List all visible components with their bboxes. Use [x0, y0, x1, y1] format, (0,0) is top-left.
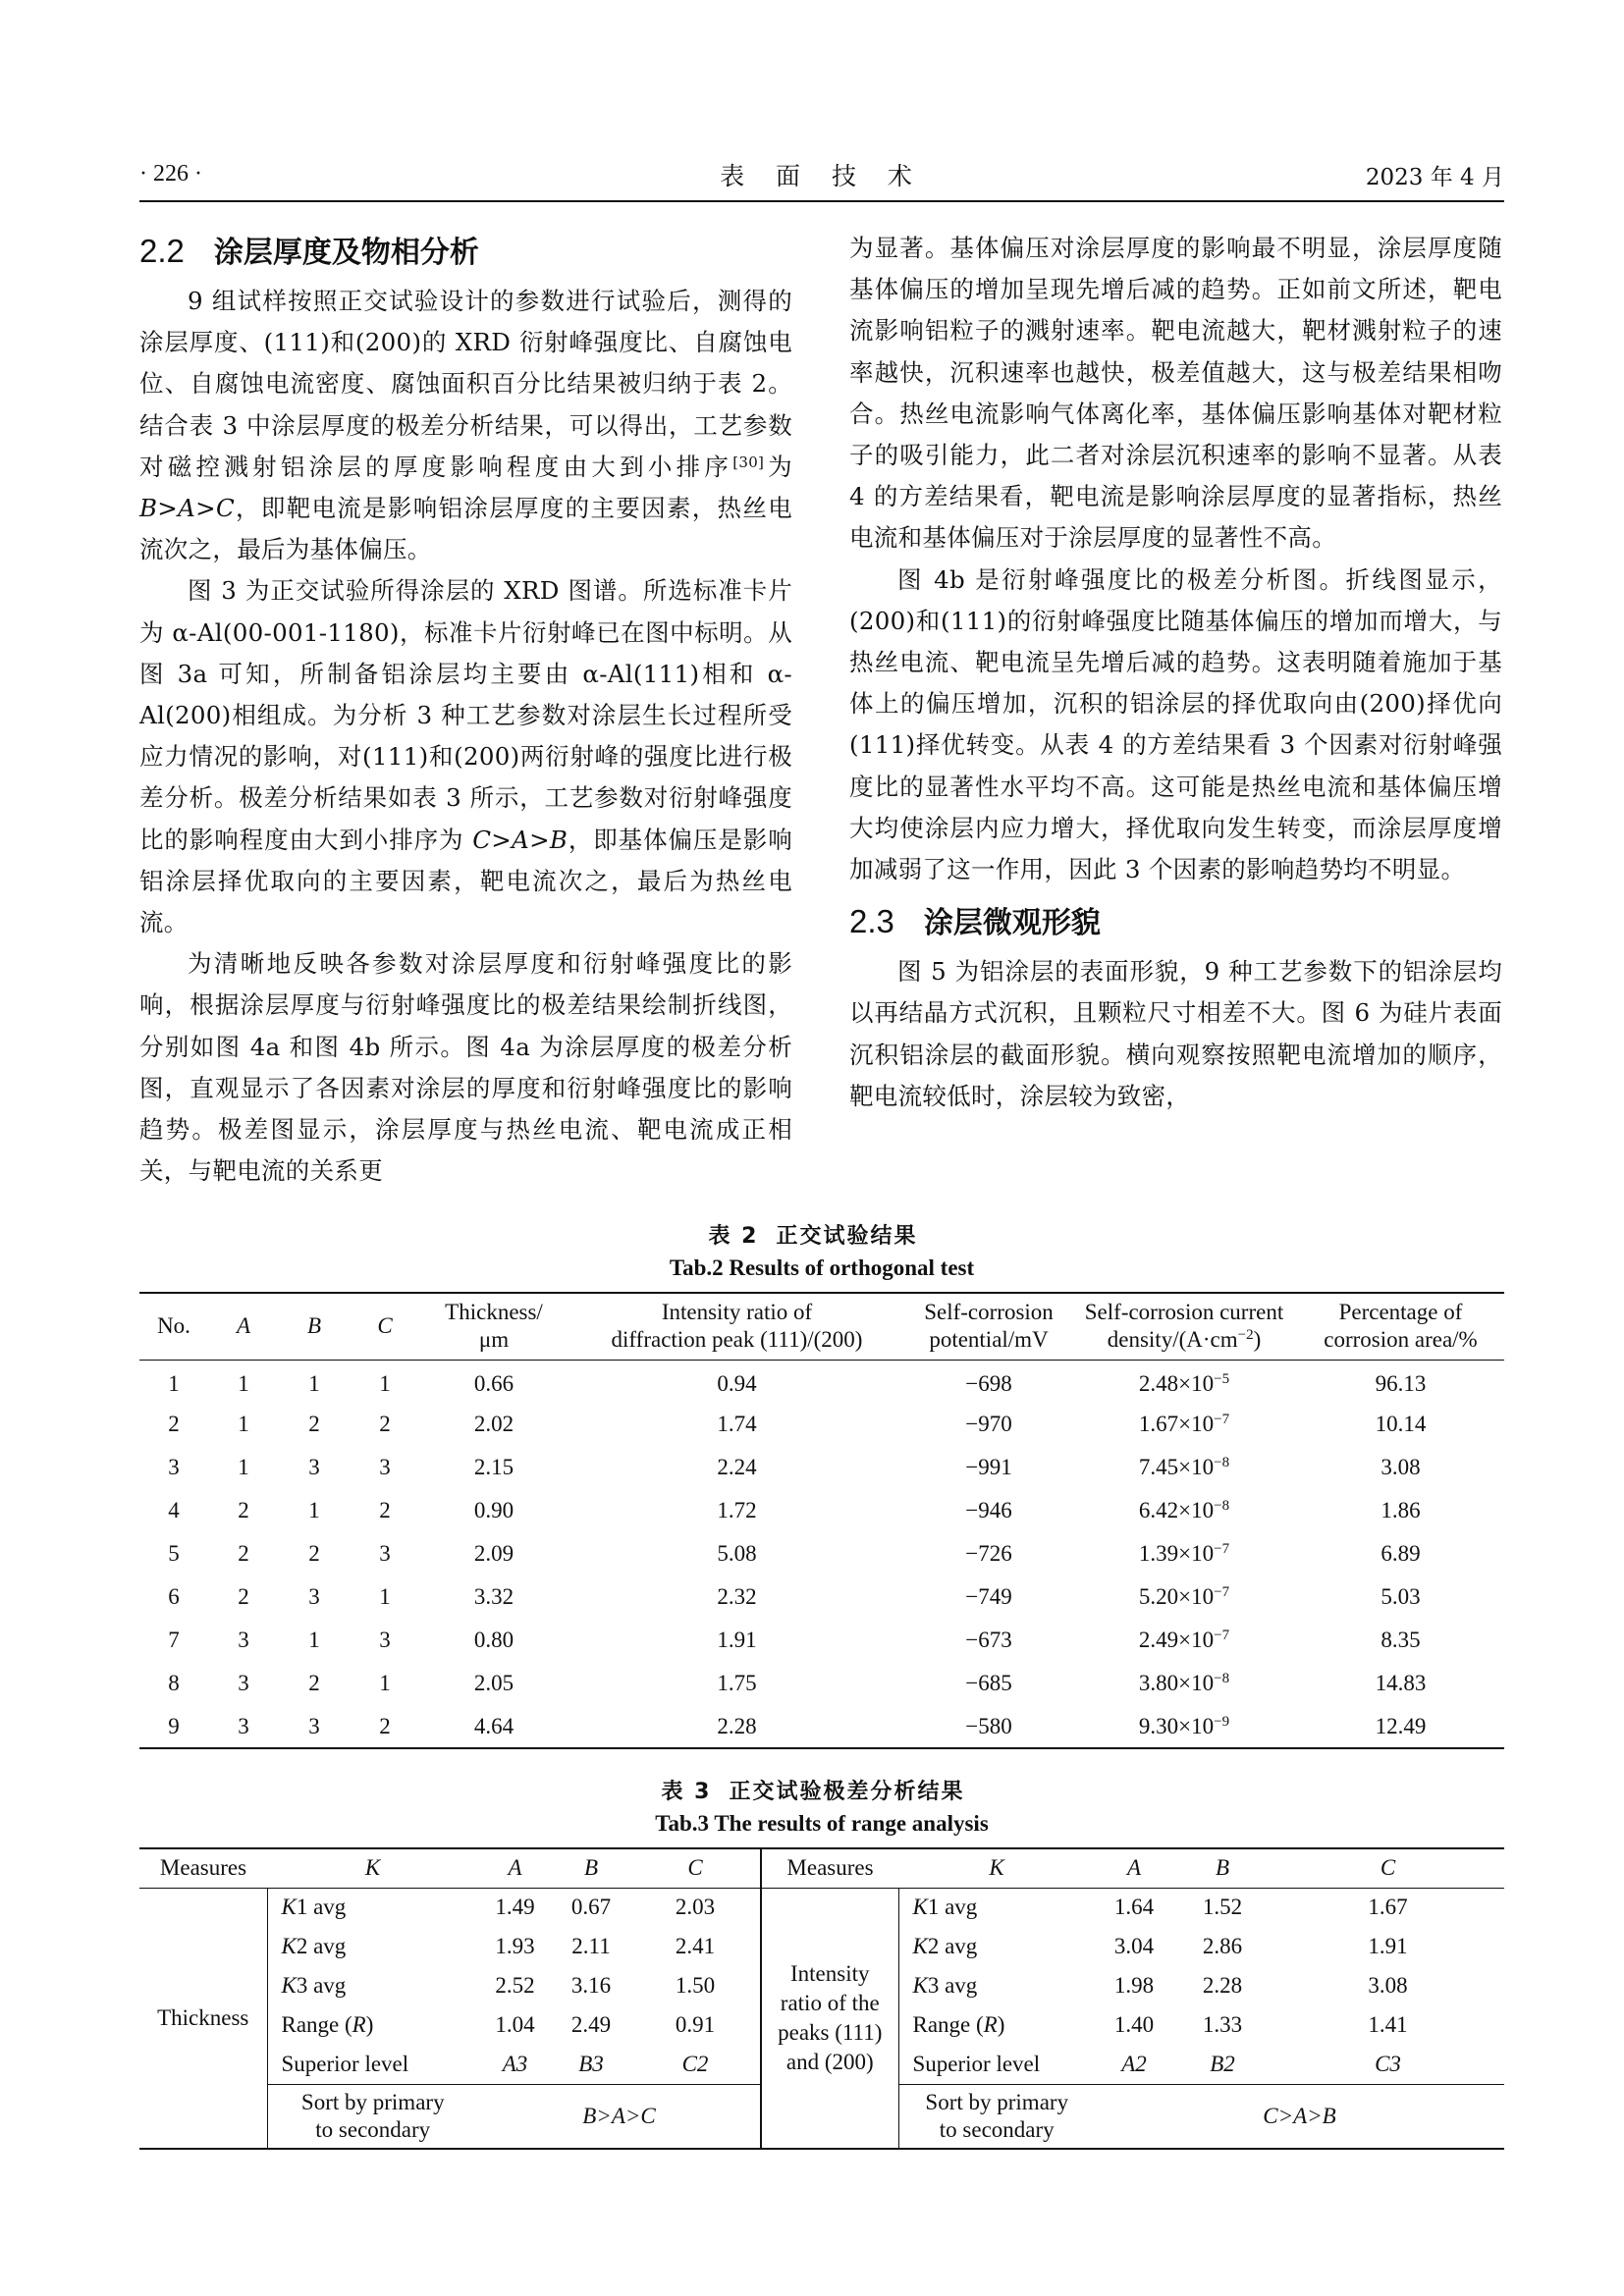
table-cell: $9.30\times 10^{-9}$: [1071, 1705, 1297, 1748]
table-cell: $1.67\times 10^{-7}$: [1138, 1412, 1230, 1436]
table-cell: 1.67: [1368, 1895, 1408, 1920]
table-cell: $2.49\times 10^{-7}$: [1138, 1628, 1230, 1652]
table-cell: 8.35: [1380, 1628, 1421, 1652]
table-cell: 2.41: [630, 1927, 761, 1966]
table-cell: 2.52: [495, 1973, 535, 1998]
table-cell: 2.09: [473, 1541, 514, 1566]
table-cell: −580: [906, 1705, 1071, 1748]
table3-caption: [139, 1777, 1504, 1840]
sort-value: C>A>B: [1095, 2084, 1504, 2149]
row-label: Superior level: [267, 2045, 478, 2084]
table-cell: 2.28: [1202, 1973, 1243, 1998]
table-cell: 1.98: [1113, 1973, 1155, 1998]
table-cell: 3: [379, 1541, 391, 1566]
table-cell: 1.64: [1113, 1895, 1155, 1920]
table-cell: 3: [168, 1455, 180, 1479]
col-header: A: [478, 1848, 552, 1888]
col-header: A: [1095, 1848, 1173, 1888]
table-cell: $5.20\times 10^{-7}$: [1138, 1584, 1230, 1609]
section-number: 2.3: [849, 903, 894, 940]
table-cell: 3.08: [1368, 1973, 1408, 1998]
table-cell: 1: [308, 1371, 320, 1397]
table-cell: 1.75: [717, 1671, 757, 1695]
table-cell: 3: [308, 1584, 320, 1609]
table-cell: 2: [238, 1498, 249, 1522]
row-label: K3 avg: [898, 1966, 1095, 2005]
table-cell: C2: [630, 2045, 761, 2084]
table-cell: 3: [379, 1628, 391, 1652]
table-row: [139, 1489, 1504, 1532]
group-label-intensity: Intensity ratio of the peaks (111) and (200): [761, 1888, 898, 2149]
table3: [139, 1847, 1504, 2150]
table-cell: A2: [1121, 2051, 1147, 2076]
col-header: C: [350, 1293, 420, 1360]
issue-date: 2023 年 4 月: [1365, 165, 1504, 190]
col-header: K: [267, 1848, 478, 1888]
table-cell: −698: [965, 1371, 1012, 1397]
table-cell: 8: [168, 1671, 180, 1695]
table-cell: 2.02: [473, 1412, 514, 1436]
table-cell: 1: [168, 1371, 180, 1397]
table-cell: 2: [308, 1412, 320, 1436]
group-label-thickness: Thickness: [139, 1888, 267, 2149]
table-row: [139, 1575, 1504, 1619]
table-cell: −970: [965, 1412, 1012, 1436]
row-label: K2 avg: [267, 1927, 478, 1966]
row-label: K1 avg: [898, 1888, 1095, 1927]
table2: [139, 1292, 1504, 1749]
table-cell: $1.39\times 10^{-7}$: [1138, 1541, 1230, 1566]
table-cell: 1.72: [717, 1498, 757, 1522]
table-cell: 1: [308, 1498, 320, 1522]
table3-title-en: Tab.3 The results of range analysis: [655, 1811, 989, 1836]
table-cell: 3: [238, 1628, 249, 1652]
table-cell: 3: [238, 1671, 249, 1695]
left-column: [139, 228, 792, 1192]
col-header: B: [1173, 1848, 1272, 1888]
table-cell: −726: [965, 1541, 1012, 1566]
section-heading-2-3: [849, 898, 1502, 945]
section-title: 涂层微观形貌: [923, 906, 1101, 941]
table-cell: 2.03: [630, 1888, 761, 1927]
table-row: [139, 1888, 1504, 1927]
paragraph: 为显著。基体偏压对涂层厚度的影响最不明显，涂层厚度随基体偏压的增加呈现先增后减的趋势。正如前文所述，靶电流影响铝粒子的溅射速率。靶电流越大，靶材溅射粒子的速率越快，沉积速率也越快，极差值越大，这与极差结果相吻合。热丝电流影响气体离化率，基体偏压影响基体对靶材粒子的吸引能力，此二者对涂层沉积速率的影响不显著。从表 4 的方差结果看，靶电流是影响涂层厚度的显著指标，热丝电流和基体偏压对于涂层厚度的显著性不高。: [849, 234, 1502, 553]
table-header-row: [139, 1293, 1504, 1360]
table-cell: 3.16: [570, 1973, 612, 1998]
sort-value: B>A>C: [478, 2084, 761, 2149]
table-row: [139, 1619, 1504, 1662]
table-cell: 3: [208, 1705, 279, 1748]
col-header: Intensity ratio of diffraction peak (111)/(200): [568, 1293, 906, 1360]
table2-title-zh: 正交试验结果: [776, 1224, 918, 1249]
right-column: [849, 228, 1502, 1117]
page-number: · 226 ·: [139, 161, 202, 187]
table-cell: 0.66: [473, 1371, 514, 1397]
col-header: B: [279, 1293, 350, 1360]
col-header: C: [1272, 1848, 1504, 1888]
table-cell: 0.80: [473, 1628, 514, 1652]
table-row: [139, 1532, 1504, 1575]
table3-label: 表 3: [661, 1780, 712, 1804]
table-cell: 1.74: [717, 1412, 757, 1436]
table-cell: 2.32: [717, 1584, 757, 1609]
table-cell: B2: [1210, 2051, 1235, 2076]
row-label: Range (R): [267, 2005, 478, 2045]
table-cell: 1.49: [495, 1895, 535, 1920]
sort-label: Sort by primary to secondary: [898, 2084, 1095, 2149]
row-label: Superior level: [898, 2045, 1095, 2084]
table-row: [139, 1446, 1504, 1489]
table-row: [139, 1403, 1504, 1446]
paragraph: 为清晰地反映各参数对涂层厚度和衍射峰强度比的影响，根据涂层厚度与衍射峰强度比的极差结果绘制折线图，分别如图 4a 和图 4b 所示。图 4a 为涂层厚度的极差分析图，直观显示了各因素对涂层的厚度和衍射峰强度比的影响趋势。极差图显示，涂层厚度与热丝电流、靶电流成正相关，与靶电流的关系更: [139, 949, 792, 1186]
table-cell: 5.03: [1380, 1584, 1421, 1609]
table-cell: 12.49: [1297, 1705, 1504, 1748]
table-cell: 1.50: [630, 1966, 761, 2005]
table-cell: 1.04: [495, 2012, 535, 2037]
table-cell: −946: [965, 1498, 1012, 1522]
table-cell: −685: [965, 1671, 1012, 1695]
header-rule: [139, 200, 1504, 202]
row-label: K3 avg: [267, 1966, 478, 2005]
sort-label: Sort by primary to secondary: [267, 2084, 478, 2149]
paragraph: 9 组试样按照正交试验设计的参数进行试验后，测得的涂层厚度、(111)和(200)的 XRD 衍射峰强度比、自腐蚀电位、自腐蚀电流密度、腐蚀面积百分比结果被归纳于表 2。结合表 3 中涂层厚度的极差分析结果，可以得出，工艺参数对磁控溅射铝涂层的厚度影响程度由大到小排序[30]为 B>A>C，即靶电流是影响铝涂层厚度的主要因素，热丝电流次之，最后为基体偏压。: [139, 287, 792, 564]
col-header: Measures: [139, 1848, 267, 1888]
table-cell: 2: [308, 1671, 320, 1695]
table-cell: $2.48\times 10^{-5}$: [1138, 1371, 1230, 1397]
table-cell: 7: [168, 1628, 180, 1652]
row-label: K1 avg: [267, 1888, 478, 1927]
table-cell: 3: [279, 1705, 350, 1748]
table-cell: 2: [379, 1412, 391, 1436]
table2-title-en: Tab.2 Results of orthogonal test: [669, 1255, 975, 1280]
table-cell: 2.05: [473, 1671, 514, 1695]
table-cell: 1.91: [717, 1628, 757, 1652]
table-cell: 10.14: [1375, 1412, 1427, 1436]
table-cell: −749: [965, 1584, 1012, 1609]
table-cell: 1: [379, 1371, 391, 1397]
table-cell: 1: [308, 1628, 320, 1652]
table-cell: 2.49: [570, 2012, 612, 2037]
table3-title-zh: 正交试验极差分析结果: [729, 1780, 965, 1804]
col-header: A: [208, 1293, 279, 1360]
table-cell: 1: [238, 1371, 249, 1397]
table-cell: 1.33: [1202, 2012, 1243, 2037]
table-cell: 96.13: [1375, 1371, 1427, 1397]
paragraph: 图 3 为正交试验所得涂层的 XRD 图谱。所选标准卡片为 α-Al(00-001-1180)，标准卡片衍射峰已在图中标明。从图 3a 可知，所制备铝涂层均主要由 α-Al(111)相和 α-Al(200)相组成。为分析 3 种工艺参数对涂层生长过程所受应力情况的影响，对(111)和(200)两衍射峰的强度比进行极差分析。极差分析结果如表 3 所示，工艺参数对衍射峰强度比的影响程度由大到小排序为 C>A>B，即基体偏压是影响铝涂层择优取向的主要因素，靶电流次之，最后为热丝电流。: [139, 576, 792, 937]
table-cell: 0.67: [570, 1895, 612, 1920]
row-label: K2 avg: [898, 1927, 1095, 1966]
table-cell: 1: [379, 1671, 391, 1695]
table-cell: 1.52: [1202, 1895, 1243, 1920]
table-cell: 2.11: [571, 1934, 611, 1958]
table-cell: 2: [379, 1498, 391, 1522]
table-cell: 1.91: [1368, 1934, 1408, 1958]
table-cell: $7.45\times 10^{-8}$: [1138, 1455, 1230, 1479]
col-header: Self-corrosion potential/mV: [906, 1293, 1071, 1360]
table-cell: 14.83: [1375, 1671, 1427, 1695]
table-cell: $6.42\times 10^{-8}$: [1138, 1498, 1230, 1522]
table-cell: 6: [168, 1584, 180, 1609]
table-cell: 3.08: [1380, 1455, 1421, 1479]
section-heading-2-2: [139, 228, 792, 275]
table-row: [139, 1360, 1504, 1403]
table2-label: 表 2: [708, 1224, 759, 1249]
table-cell: 1.41: [1368, 2012, 1408, 2037]
table-cell: A3: [502, 2051, 528, 2076]
table-row: [139, 1705, 1504, 1748]
table-cell: 1: [379, 1584, 391, 1609]
table2-caption: [139, 1221, 1504, 1284]
table-cell: 1.86: [1380, 1498, 1421, 1522]
table-cell: 3: [379, 1455, 391, 1479]
table-cell: 9: [139, 1705, 208, 1748]
table-cell: 3.32: [473, 1584, 514, 1609]
table-cell: 2: [350, 1705, 420, 1748]
table-cell: 4.64: [420, 1705, 568, 1748]
table-header-row: [139, 1848, 1504, 1888]
table-cell: 2: [238, 1541, 249, 1566]
table-cell: 6.89: [1380, 1541, 1421, 1566]
table-cell: $3.80\times 10^{-8}$: [1138, 1671, 1230, 1695]
row-label: Range (R): [898, 2005, 1095, 2045]
running-header: [139, 157, 1504, 192]
table-cell: 5: [168, 1541, 180, 1566]
table-cell: 2.28: [568, 1705, 906, 1748]
paragraph: 图 5 为铝涂层的表面形貌，9 种工艺参数下的铝涂层均以再结晶方式沉积，且颗粒尺寸相差不大。图 6 为硅片表面沉积铝涂层的截面形貌。横向观察按照靶电流增加的顺序，靶电流较低时，涂层较为致密，: [849, 957, 1502, 1110]
table-cell: 4: [168, 1498, 180, 1522]
section-number: 2.2: [139, 233, 185, 269]
table-cell: 2: [238, 1584, 249, 1609]
col-header: Self-corrosion current density/$(A\cdot cm^{-2})$: [1071, 1293, 1297, 1360]
col-header: Percentage of corrosion area/%: [1297, 1293, 1504, 1360]
table-cell: −991: [965, 1455, 1012, 1479]
table-cell: 1.93: [495, 1934, 535, 1958]
col-header: C: [630, 1848, 761, 1888]
table-cell: B3: [578, 2051, 604, 2076]
col-header: Measures: [761, 1848, 898, 1888]
col-header: K: [898, 1848, 1095, 1888]
table-cell: 2: [168, 1412, 180, 1436]
table-cell: 2: [308, 1541, 320, 1566]
table-cell: 0.91: [630, 2005, 761, 2045]
journal-title: 表 面 技 术: [720, 162, 924, 190]
paragraph: 图 4b 是衍射峰强度比的极差分析图。折线图显示，(200)和(111)的衍射峰强度比随基体偏压的增加而增大，与热丝电流、靶电流呈先增后减的趋势。这表明随着施加于基体上的偏压增加，沉积的铝涂层的择优取向由(200)择优向(111)择优转变。从表 4 的方差结果看 3 个因素对衍射峰强度比的显著性水平均不高。这可能是热丝电流和基体偏压增大均使涂层内应力增大，择优取向发生转变，而涂层厚度增加减弱了这一作用，因此 3 个因素的影响趋势均不明显。: [849, 564, 1502, 884]
table-cell: C3: [1375, 2051, 1401, 2076]
table-cell: 2.15: [473, 1455, 514, 1479]
table-cell: 3: [308, 1455, 320, 1479]
table-cell: 1.40: [1113, 2012, 1155, 2037]
table-row: [139, 1662, 1504, 1705]
table-cell: 0.90: [473, 1498, 514, 1522]
table-cell: 1: [238, 1412, 249, 1436]
table-cell: 0.94: [717, 1371, 757, 1397]
table-cell: 2.24: [717, 1455, 757, 1479]
col-header: B: [552, 1848, 630, 1888]
table-cell: 2.86: [1202, 1934, 1243, 1958]
table-cell: −673: [965, 1628, 1012, 1652]
col-header: Thickness/ μm: [420, 1293, 568, 1360]
table-cell: 5.08: [717, 1541, 757, 1566]
col-header: No.: [139, 1293, 208, 1360]
table-cell: 3.04: [1113, 1934, 1155, 1958]
section-title: 涂层厚度及物相分析: [213, 236, 479, 270]
table-cell: 1: [238, 1455, 249, 1479]
